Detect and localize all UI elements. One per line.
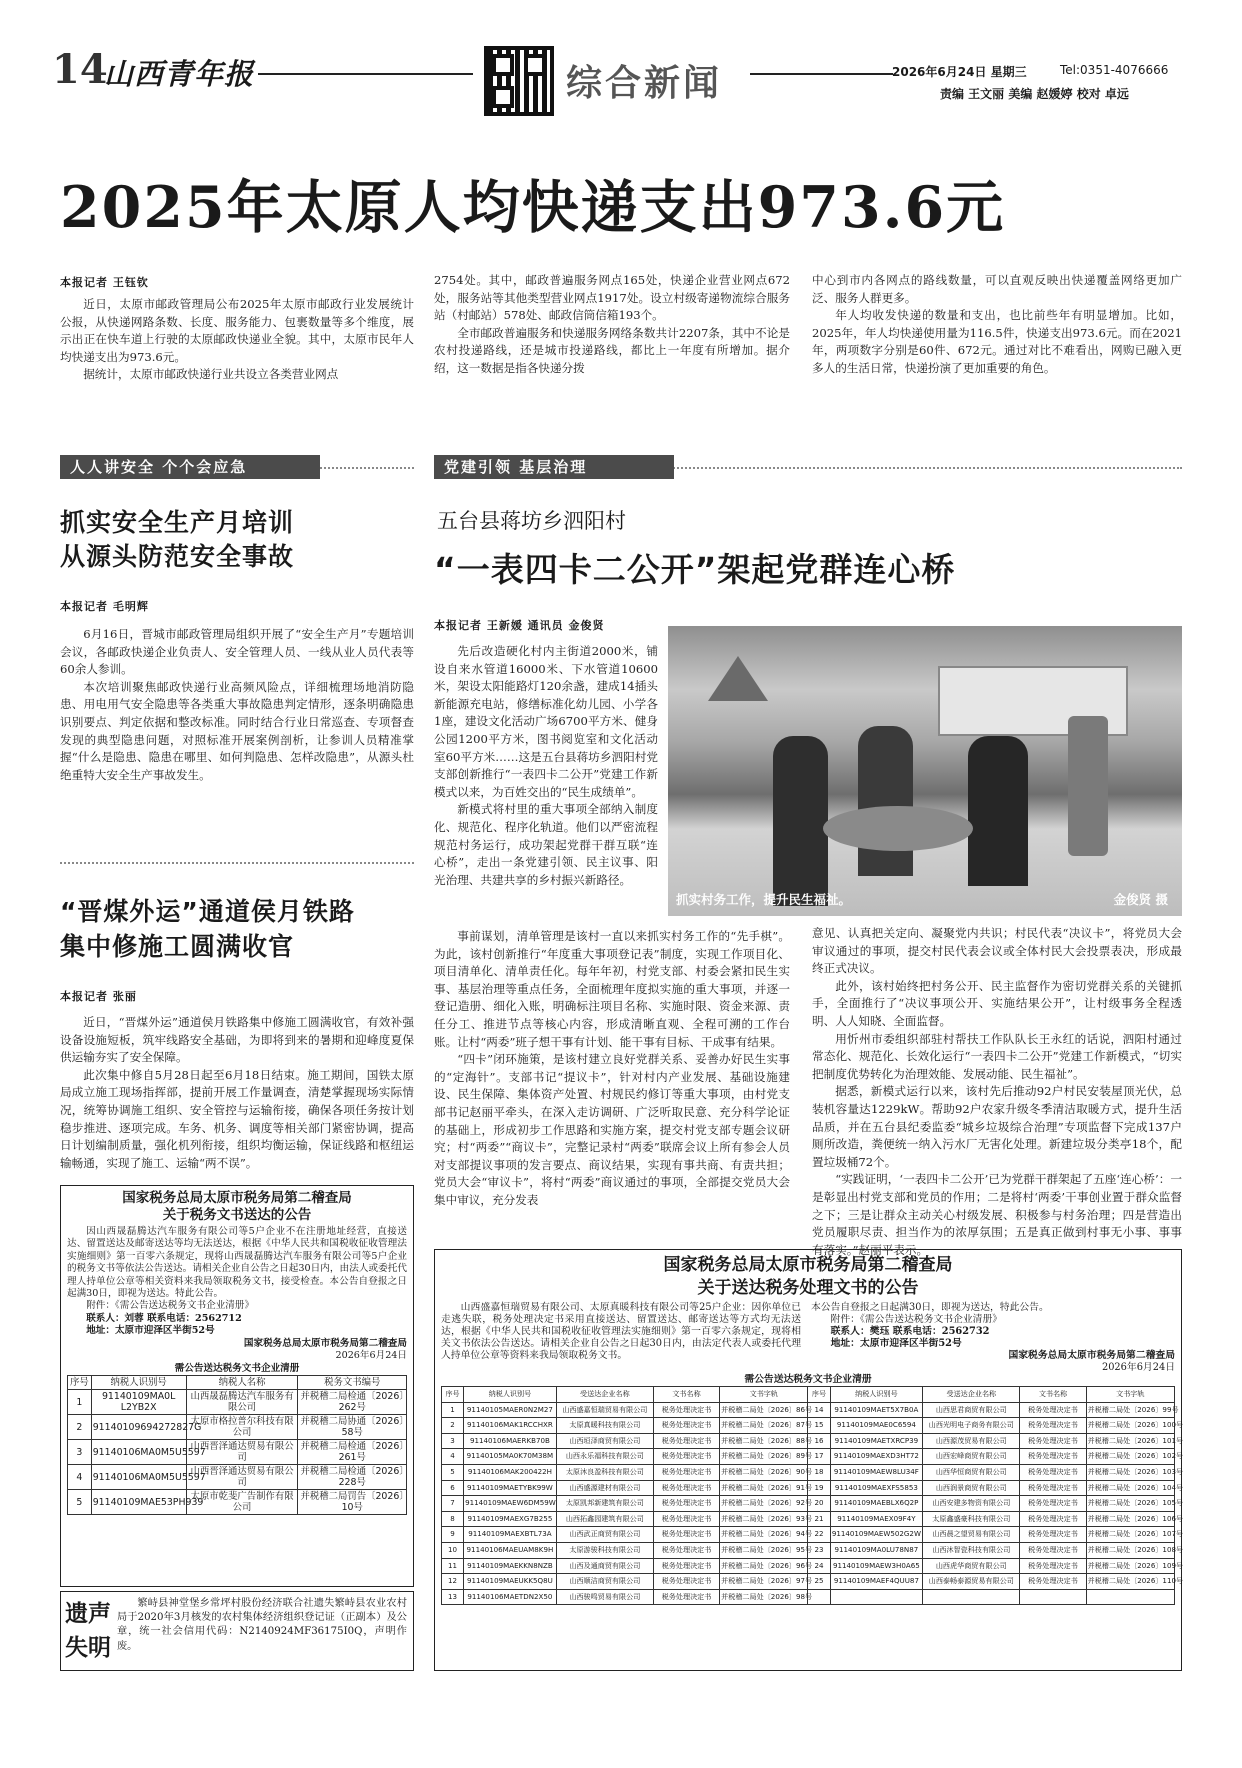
table-cell: 并税稽二局处〔2026〕95号 bbox=[720, 1542, 808, 1558]
table-cell: 3 bbox=[68, 1440, 92, 1465]
table-row bbox=[68, 1440, 407, 1465]
table-cell: 并税稽二局检通〔2026〕228号 bbox=[298, 1465, 407, 1490]
photo-caption: 抓实村务工作，提升民生福祉。 bbox=[676, 892, 852, 907]
table-cell: 91140109694272827G bbox=[91, 1415, 186, 1440]
table-header-cell: 序号 bbox=[808, 1387, 830, 1403]
table-cell: 91140109MAEKKN8NZB bbox=[464, 1558, 557, 1574]
notice-contact: 联系人：刘蓉 联系电话：2562712 bbox=[86, 1312, 242, 1324]
table-cell: 税务处理决定书 bbox=[1020, 1449, 1086, 1465]
table-cell: 山西永乐福科技有限公司 bbox=[556, 1449, 653, 1465]
notice-address: 地址：太原市迎泽区半街52号 bbox=[830, 1338, 962, 1349]
person-shape bbox=[773, 736, 828, 906]
table-cell: 91140105MAER0N2M27 bbox=[464, 1402, 557, 1418]
table-cell: 4 bbox=[68, 1465, 92, 1490]
table-row bbox=[442, 1402, 1175, 1418]
paragraph: 年人均收发快递的数量和支出，也比前些年有明显增加。比如，2025年，年人均快递使用量为116.5件，快递支出973.6元。而在2021年，两项数字分别是60件、672元。通过对比不难看出，网购已融入更多人的生活日常，快递扮演了更加重要的角色。 bbox=[812, 308, 1182, 375]
table-cell: 税务处理决定书 bbox=[653, 1433, 719, 1449]
table-cell: 91140109MAEXG7B255 bbox=[464, 1511, 557, 1527]
masthead-rule-right bbox=[750, 73, 893, 75]
table-cell: 并税稽二局处〔2026〕98号 bbox=[720, 1589, 808, 1605]
table-header-cell: 文书名称 bbox=[653, 1387, 719, 1403]
paragraph: 据统计，太原市邮政快递行业共设立各类营业网点 bbox=[83, 367, 339, 382]
lead-column-1 bbox=[60, 296, 414, 384]
table-cell: 太原市格拉普尔科技有限公司 bbox=[186, 1415, 298, 1440]
lost-notice bbox=[60, 1591, 414, 1671]
notice-table bbox=[67, 1375, 407, 1515]
table-row bbox=[442, 1480, 1175, 1496]
feature-column-1 bbox=[434, 928, 790, 1240]
table-cell: 山西顺洁商贸有限公司 bbox=[556, 1574, 653, 1590]
table-header-cell: 序号 bbox=[442, 1387, 464, 1403]
table-cell: 11 bbox=[442, 1558, 464, 1574]
section-title: 综合新闻 bbox=[566, 62, 723, 104]
table-header-cell: 纳税人识别号 bbox=[830, 1387, 923, 1403]
table-cell: 2 bbox=[68, 1415, 92, 1440]
table-cell: 税务处理决定书 bbox=[1020, 1574, 1086, 1590]
table-cell: 4 bbox=[442, 1449, 464, 1465]
page-number: 14 bbox=[52, 46, 108, 93]
table-row bbox=[442, 1464, 1175, 1480]
table-cell: 91140109MAE53PH939 bbox=[91, 1490, 186, 1515]
table-cell: 23 bbox=[808, 1542, 830, 1558]
table-cell: 山西虎华商贸有限公司 bbox=[923, 1558, 1020, 1574]
table-cell: 山西光明电子商务有限公司 bbox=[923, 1418, 1020, 1434]
table-cell: 91140109MAEW502G2W bbox=[830, 1527, 923, 1543]
notice-effective: 本公告自登报之日起满30日，即视为送达，特此公告。 bbox=[811, 1302, 1049, 1313]
table-row bbox=[442, 1574, 1175, 1590]
issue-date: 2026年6月24日 星期三 bbox=[892, 65, 1027, 79]
table-cell: 税务处理决定书 bbox=[1020, 1402, 1086, 1418]
table-cell: 91140109MAEW6DM59W bbox=[464, 1496, 557, 1512]
table-cell: 并税稽二局处〔2026〕96号 bbox=[720, 1558, 808, 1574]
table-cell: 18 bbox=[808, 1464, 830, 1480]
table-cell: 并税稽二局检通〔2026〕262号 bbox=[298, 1390, 407, 1415]
table-cell: 5 bbox=[442, 1464, 464, 1480]
table-cell: 税务处理决定书 bbox=[653, 1418, 719, 1434]
paragraph: 全市邮政普遍服务和快递服务网络条数共计2207条，其中不论是农村投递路线，还是城市投递路线，都比上一年度有所增加。据介绍，这一数据是指各快递分拨 bbox=[434, 325, 790, 375]
paragraph: 近日，太原市邮政管理局公布2025年太原市邮政行业发展统计公报，从快递网路条数、长度、服务能力、包裹数量等多个维度，展示出正在快车道上行驶的太原邮政快递业全貌。其中，太原市民年人均快递支出为973.6元。 bbox=[60, 297, 414, 364]
table-cell: 并税稽二局处〔2026〕99号 bbox=[1086, 1402, 1174, 1418]
table-header-cell: 文书名称 bbox=[1020, 1387, 1086, 1403]
table-row bbox=[442, 1511, 1175, 1527]
table-title: 需公告送达税务文书企业清册 bbox=[174, 1363, 300, 1375]
table-cell: 91140106MAETDN2X50 bbox=[464, 1589, 557, 1605]
table-cell: 税务处理决定书 bbox=[653, 1449, 719, 1465]
table-row bbox=[442, 1558, 1175, 1574]
paragraph: 此外，该村始终把村务公开、民主监督作为密切党群关系的关键抓手，全面推行了“决议事项公开、实施结果公开”，让村级事务全程透明、人人知晓、全面监督。 bbox=[812, 978, 1182, 1028]
table-row bbox=[442, 1418, 1175, 1434]
lost-notice-label: 遗声失明 bbox=[65, 1601, 111, 1661]
feature-text-beside-photo bbox=[434, 643, 658, 923]
table-cell: 并税稽二局协通〔2026〕58号 bbox=[298, 1415, 407, 1440]
person-shape bbox=[968, 736, 1028, 886]
table-cell: 91140106MAK200422H bbox=[464, 1464, 557, 1480]
table-cell: 13 bbox=[442, 1589, 464, 1605]
table-header-cell: 受送达企业名称 bbox=[923, 1387, 1020, 1403]
table-cell: 并税稽二局处〔2026〕87号 bbox=[720, 1418, 808, 1434]
table-row bbox=[442, 1496, 1175, 1512]
paragraph: 据悉，新模式运行以来，该村先后推动92户村民安装屋顶光伏，总装机容量达1229kW。帮助92户农家升级冬季清洁取暖方式，提升生活品质，并在五台县纪委监委“城乡垃圾综合治理”专项监督下完成137户厕所改造，粪便统一纳入污水厂无害化处理。新建垃圾分类亭18个，配置垃圾桶72个。 bbox=[812, 1084, 1182, 1169]
table-cell: 91140109MAET5X7B0A bbox=[830, 1402, 923, 1418]
tax-notice-small bbox=[60, 1185, 414, 1587]
table-cell: 山西拓鑫园建筑有限公司 bbox=[556, 1511, 653, 1527]
paragraph: 意见、认真把关定向、凝聚党内共识；村民代表“决议卡”，将党员大会审议通过的事项，提交村民代表会议或全体村民大会投票表决，形成最终正式决议。 bbox=[812, 926, 1182, 976]
table-cell: 91140109MAEBLX6Q2P bbox=[830, 1496, 923, 1512]
table-cell: 91140109MAE0C6594 bbox=[830, 1418, 923, 1434]
table-cell: 税务处理决定书 bbox=[1020, 1496, 1086, 1512]
table-cell: 91140109MAEXFS5853 bbox=[830, 1480, 923, 1496]
feature-photo bbox=[668, 626, 1182, 916]
table-cell: 税务处理决定书 bbox=[653, 1527, 719, 1543]
editor-credits: 责编 王文丽 美编 赵媛婷 校对 卓远 bbox=[940, 87, 1129, 101]
notice-body bbox=[441, 1302, 801, 1374]
section-tag-party: 党建引领 基层治理 bbox=[434, 455, 674, 479]
table-cell: 太原鑫盛豪科技有限公司 bbox=[923, 1511, 1020, 1527]
table-cell: 并税稽二局处〔2026〕91号 bbox=[720, 1480, 808, 1496]
article-body bbox=[60, 626, 414, 784]
paragraph: 此次集中修自5月28日起至6月18日结束。施工期间，国铁太原局成立施工现场指挥部，提前开展工作量调查，清楚掌握现场实际情况，统筹协调施工组织、安全管控与运输衔接，确保各项任务按计划稳步推进、逐项完成。车务、机务、调度等相关部门紧密协调，提高日计划编制质量，强化机列衔接，组织均衡运输，保证线路和枢纽运输畅通，实现了施工、运输“两不误”。 bbox=[60, 1067, 414, 1170]
table-cell: 税务处理决定书 bbox=[1020, 1558, 1086, 1574]
table-cell: 10 bbox=[442, 1542, 464, 1558]
table-cell: 太原游骏科技有限公司 bbox=[556, 1542, 653, 1558]
table-cell: 山西及通商贸有限公司 bbox=[556, 1558, 653, 1574]
table-cell: 山西晨之望贸易有限公司 bbox=[923, 1527, 1020, 1543]
table-cell: 税务处理决定书 bbox=[1020, 1542, 1086, 1558]
table-cell bbox=[830, 1589, 923, 1605]
table-cell: 91140109MAEUKK5Q8U bbox=[464, 1574, 557, 1590]
notice-footer bbox=[811, 1302, 1175, 1374]
table-cell: 并税稽二局处〔2026〕93号 bbox=[720, 1511, 808, 1527]
table-cell: 91140109MAEXBTL73A bbox=[464, 1527, 557, 1543]
table-cell: 20 bbox=[808, 1496, 830, 1512]
table-cell: 山西润景商贸有限公司 bbox=[923, 1480, 1020, 1496]
table-header-cell: 文书字轨 bbox=[720, 1387, 808, 1403]
paragraph: 先后改造硬化村内主街道2000米，铺设自来水管道16000米、下水管道10600米，架设太阳能路灯120余盏，建成14插头新能源充电站，修缮标准化幼儿园、小学各1座，建设文化活动广场6700平方米、健身公园1200平方米，图书阅览室和文化活动室60平方米……这是五台县蒋坊乡泗阳村党支部创新推行“一表四卡二公开”党建工作新模式以来，为百姓交出的“民生成绩单”。 bbox=[434, 644, 658, 799]
section-tag-safety: 人人讲安全 个个会应急 bbox=[60, 455, 320, 479]
table-cell: 91140109MA0LU78N87 bbox=[830, 1542, 923, 1558]
table-cell: 税务处理决定书 bbox=[653, 1574, 719, 1590]
notice-subtitle: 关于送达税务处理文书的公告 bbox=[697, 1278, 919, 1298]
table-cell: 1 bbox=[442, 1402, 464, 1418]
table-cell: 12 bbox=[442, 1574, 464, 1590]
table-cell: 91140106MAK1RCCHXR bbox=[464, 1418, 557, 1434]
table-cell: 1 bbox=[68, 1390, 92, 1415]
feature-headline: “一表四卡二公开”架起党群连心桥 bbox=[434, 550, 956, 589]
table-header-cell: 纳税人名称 bbox=[186, 1376, 298, 1390]
person-shape bbox=[858, 726, 913, 876]
table-cell: 并税稽二局处〔2026〕101号 bbox=[1086, 1433, 1174, 1449]
table-cell: 并税稽二局处〔2026〕103号 bbox=[1086, 1464, 1174, 1480]
table-cell: 税务处理决定书 bbox=[1020, 1480, 1086, 1496]
notice-attachment: 附件：《需公告送达税务文书企业清册》 bbox=[830, 1314, 1003, 1325]
table-cell: 山西晋泽通达贸易有限公司 bbox=[186, 1465, 298, 1490]
table-cell: 91140106MA0M5U5597 bbox=[91, 1465, 186, 1490]
notice-date: 2026年6月24日 bbox=[1101, 1362, 1175, 1373]
table-title: 需公告送达税务文书企业清册 bbox=[744, 1374, 872, 1385]
table-header-cell: 税务文书编号 bbox=[298, 1376, 407, 1390]
table-cell: 19 bbox=[808, 1480, 830, 1496]
table-cell: 山西思君商贸有限公司 bbox=[923, 1402, 1020, 1418]
table-cell: 并税稽二局处〔2026〕109号 bbox=[1086, 1558, 1174, 1574]
table-cell: 17 bbox=[808, 1449, 830, 1465]
table-row bbox=[442, 1449, 1175, 1465]
table-cell: 14 bbox=[808, 1402, 830, 1418]
table-cell: 税务处理决定书 bbox=[653, 1496, 719, 1512]
table-cell: 山西盛源建材有限公司 bbox=[556, 1480, 653, 1496]
newspaper-logo: 山西青年报 bbox=[104, 57, 255, 91]
table-row bbox=[442, 1433, 1175, 1449]
notice-table bbox=[441, 1386, 1184, 1605]
table-row bbox=[68, 1415, 407, 1440]
table-cell: 并税稽二局处〔2026〕106号 bbox=[1086, 1511, 1174, 1527]
table-cell: 税务处理决定书 bbox=[1020, 1433, 1086, 1449]
table-cell: 税务处理决定书 bbox=[653, 1464, 719, 1480]
table-cell: 税务处理决定书 bbox=[653, 1511, 719, 1527]
table-cell: 并税稽二局处〔2026〕107号 bbox=[1086, 1527, 1174, 1543]
table-cell: 7 bbox=[442, 1496, 464, 1512]
table-cell: 山西盛嘉恒瑞贸易有限公司 bbox=[556, 1402, 653, 1418]
table-cell: 并税稽二局检通〔2026〕261号 bbox=[298, 1440, 407, 1465]
table-cell bbox=[923, 1589, 1020, 1605]
table-cell: 税务处理决定书 bbox=[653, 1402, 719, 1418]
table-cell: 91140109MAEF4QUU87 bbox=[830, 1574, 923, 1590]
table-cell: 24 bbox=[808, 1558, 830, 1574]
table-cell: 并税稽二局处〔2026〕92号 bbox=[720, 1496, 808, 1512]
table-cell bbox=[1020, 1589, 1086, 1605]
table-cell: 并税稽二局处〔2026〕86号 bbox=[720, 1402, 808, 1418]
table-cell: 山西宏峰商贸有限公司 bbox=[923, 1449, 1020, 1465]
table-cell: 9 bbox=[442, 1527, 464, 1543]
table-cell: 91140109MAETYBK99W bbox=[464, 1480, 557, 1496]
divider bbox=[60, 862, 414, 864]
table-row bbox=[68, 1490, 407, 1515]
table-cell: 6 bbox=[442, 1480, 464, 1496]
table-cell: 并税稽二局处〔2026〕94号 bbox=[720, 1527, 808, 1543]
table-cell: 山西源茂贸易有限公司 bbox=[923, 1433, 1020, 1449]
article-headline: 从源头防范安全事故 bbox=[60, 542, 295, 571]
table-cell: 并税稽二局处〔2026〕108号 bbox=[1086, 1542, 1174, 1558]
notice-title: 国家税务总局太原市税务局第二稽查局 bbox=[122, 1190, 352, 1206]
table-row bbox=[68, 1390, 407, 1415]
table-cell: 税务处理决定书 bbox=[1020, 1527, 1086, 1543]
table-row bbox=[442, 1589, 1175, 1605]
table-cell: 税务处理决定书 bbox=[1020, 1464, 1086, 1480]
lead-column-3 bbox=[812, 272, 1182, 378]
lost-notice-text bbox=[117, 1597, 407, 1654]
phone-number: Tel:0351-4076666 bbox=[1060, 63, 1169, 77]
table-cell: 91140106MAEUAM8K9H bbox=[464, 1542, 557, 1558]
table-header-cell: 文书字轨 bbox=[1086, 1387, 1174, 1403]
paragraph: 事前谋划，清单管理是该村一直以来抓实村务工作的“先手棋”。为此，该村创新推行“年度重大事项登记表”制度，实现工作项目化、项目清单化、清单责任化。每年年初，村党支部、村委会紧扣民生实事、基层治理等重点任务，全面梳理年度拟实施的重大事项，并逐一登记造册、细化入账，明确标注项目名称、实施时限、资金来源、责任分工、推进节点等核心内容，形成清晰直观、全程可溯的工作台账。让村“两委”班子想干事有计划、能干事有目标、干成事有结果。 bbox=[434, 929, 790, 1049]
table-cell: 91140109MAEXD3HT72 bbox=[830, 1449, 923, 1465]
paragraph: 山西盛嘉恒瑞贸易有限公司、太原真暖科技有限公司等25户企业：因你单位已走逃失联，税务处理决定书采用直接送达、留置送达、邮寄送达等方式均无法送达，根据《中华人民共和国税收征收管理法实施细则》第一百零六条规定，现将相关文书依法公告送达。请相关企业自公告之日起30日内，由法定代表人或委托代理人持单位公章等资料来我局领取税务文书。 bbox=[441, 1302, 801, 1361]
table-row bbox=[442, 1542, 1175, 1558]
tax-notice-large bbox=[434, 1249, 1182, 1671]
table-row bbox=[442, 1527, 1175, 1543]
table-cell: 税务处理决定书 bbox=[1020, 1511, 1086, 1527]
table-cell: 税务处理决定书 bbox=[1020, 1418, 1086, 1434]
paragraph: 本次培训聚焦邮政快递行业高频风险点，详细梳理场地消防隐患、用电用气安全隐患等各类重大事故隐患判定情形，逐条明确隐患识别要点、判定依据和整改标准。同时结合行业日常巡查、专项督查发现的典型隐患问题，对照标准开展案例剖析，让参训人员精准掌握“什么是隐患、隐患在哪里、如何判隐患、怎样改隐患”，从源头杜绝重特大安全生产事故发生。 bbox=[60, 679, 414, 782]
table-cell: 15 bbox=[808, 1418, 830, 1434]
table-cell: 太原市乾斐广告制作有限公司 bbox=[186, 1490, 298, 1515]
notice-signature: 国家税务总局太原市税务局第二稽查局 bbox=[1008, 1350, 1175, 1361]
notice-body bbox=[67, 1226, 407, 1300]
table-cell: 税务处理决定书 bbox=[653, 1558, 719, 1574]
table-cell: 太原凯邦新建筑有限公司 bbox=[556, 1496, 653, 1512]
paragraph: 因山西晟磊腾达汽车服务有限公司等5户企业不在注册地址经营，直接送达、留置送达及邮寄送达等均无法送达，根据《中华人民共和国税收征收管理法实施细则》第一百零六条规定，现将山西晟磊腾达汽车服务有限公司等5户企业的税务文书等依法公告送达。请相关企业自公告之日起30日内，由法人或委托代理人持单位公章等相关资料来我局领取税务文书，接受检查。本公告自登报之日起满30日，即视为送达。特此公告。 bbox=[67, 1226, 407, 1300]
table-cell: 山西安建多物资有限公司 bbox=[923, 1496, 1020, 1512]
table-cell: 91140106MAERKB70B bbox=[464, 1433, 557, 1449]
paragraph: 用忻州市委组织部驻村帮扶工作队队长王永红的话说，泗阳村通过常态化、规范化、长效化运行“一表四卡二公开”党建工作新模式，“切实把制度优势转化为治理效能、发展动能、民生福祉”。 bbox=[812, 1031, 1182, 1081]
table-header-cell: 受送达企业名称 bbox=[556, 1387, 653, 1403]
paragraph: “四卡”闭环施策，是该村建立良好党群关系、妥善办好民生实事的“定海针”。支部书记“提议卡”，针对村内产业发展、基础设施建设、民生保障、集体资产处置、村规民约修订等重大事项，由村党支部书记赵丽平牵头，在深入走访调研、广泛听取民意、充分科学论证的基础上，形成初步工作思路和实施方案，提交村党支部专题会议研究；村“两委”“商议卡”，完整记录村“两委”联席会议上所有参会人员对支部提议事项的发言要点、商议结果，实现有事共商、有责共担；党员大会“审议卡”，将村“两委”商议通过的事项，全部提交党员大会集中审议，充分发表 bbox=[434, 1052, 790, 1207]
paragraph: “实践证明，‘一表四卡二公开’已为党群干群架起了五座‘连心桥’：一是彰显出村党支部和党员的作用；二是将村‘两委’干事创业置于群众监督之下；三是让群众主动关心村级发展、积极参与村务治理；四是营造出党员履职尽责、担当作为的浓厚氛围；五是真正做到村事无小事、事事有落实。”赵丽平表示。 bbox=[812, 1172, 1182, 1257]
notice-signature: 国家税务总局太原市税务局第二稽查局 bbox=[243, 1337, 407, 1349]
table-cell: 太原沐良盈科技有限公司 bbox=[556, 1464, 653, 1480]
table-cell: 并税稽二局处〔2026〕88号 bbox=[720, 1433, 808, 1449]
table-row bbox=[68, 1465, 407, 1490]
table-cell: 税务处理决定书 bbox=[653, 1542, 719, 1558]
lead-headline: 2025年太原人均快递支出973.6元 bbox=[60, 174, 1006, 241]
table-cell: 山西骏鸣贸易有限公司 bbox=[556, 1589, 653, 1605]
table-cell: 太原真暖科技有限公司 bbox=[556, 1418, 653, 1434]
paragraph: 2754处。其中，邮政普遍服务网点165处，快递企业营业网点672处，服务站等其他类型营业网点1917处。设立村级寄递物流综合服务站（村邮站）578处、邮政信筒信箱193个。 bbox=[434, 273, 790, 323]
qr-code-icon bbox=[484, 46, 554, 116]
feature-byline: 本报记者 王新媛 通讯员 金俊贤 bbox=[434, 619, 605, 632]
table-header-cell: 纳税人识别号 bbox=[464, 1387, 557, 1403]
table-cell: 并税稽二局处〔2026〕97号 bbox=[720, 1574, 808, 1590]
photo-credit: 金俊贤 摄 bbox=[1113, 892, 1168, 907]
table-cell bbox=[1086, 1589, 1174, 1605]
article-byline: 本报记者 毛明辉 bbox=[60, 600, 149, 613]
table-header-cell: 序号 bbox=[68, 1376, 92, 1390]
notice-subtitle: 关于税务文书送达的公告 bbox=[162, 1207, 312, 1223]
table-cell: 8 bbox=[442, 1511, 464, 1527]
table-cell: 并税稽二局处〔2026〕110号 bbox=[1086, 1574, 1174, 1590]
table-cell: 山西晋泽通达贸易有限公司 bbox=[186, 1440, 298, 1465]
table-cell: 91140109MAEW8LU34F bbox=[830, 1464, 923, 1480]
table-cell: 5 bbox=[68, 1490, 92, 1515]
table-shape bbox=[823, 806, 973, 851]
article-body bbox=[60, 1014, 414, 1172]
table-cell: 91140105MA0K70M38M bbox=[464, 1449, 557, 1465]
table-header-cell: 纳税人识别号 bbox=[91, 1376, 186, 1390]
table-cell: 91140109MAETXRCP39 bbox=[830, 1433, 923, 1449]
paragraph: 中心到市内各网点的路线数量，可以直观反映出快递覆盖网络更加广泛、服务人群更多。 bbox=[812, 273, 1182, 305]
article-headline: 集中修施工圆满收官 bbox=[60, 932, 295, 961]
lead-byline: 本报记者 王钰钦 bbox=[60, 276, 149, 289]
table-cell: 3 bbox=[442, 1433, 464, 1449]
article-byline: 本报记者 张丽 bbox=[60, 990, 137, 1003]
table-cell: 25 bbox=[808, 1574, 830, 1590]
lead-column-2 bbox=[434, 272, 790, 378]
table-cell: 91140109MAEX09F4Y bbox=[830, 1511, 923, 1527]
table-cell: 山西武正商贸有限公司 bbox=[556, 1527, 653, 1543]
article-headline: “晋煤外运”通道侯月铁路 bbox=[60, 897, 355, 926]
notice-date: 2026年6月24日 bbox=[335, 1350, 407, 1362]
table-cell: 2 bbox=[442, 1418, 464, 1434]
table-cell: 并税稽二局处〔2026〕104号 bbox=[1086, 1480, 1174, 1496]
feature-column-2 bbox=[812, 925, 1182, 1257]
table-cell: 并税稽二局处〔2026〕90号 bbox=[720, 1464, 808, 1480]
table-cell: 山西晟磊腾达汽车服务有限公司 bbox=[186, 1390, 298, 1415]
table-cell: 并税稽二局处〔2026〕100号 bbox=[1086, 1418, 1174, 1434]
table-cell: 并税稽二局处〔2026〕102号 bbox=[1086, 1449, 1174, 1465]
table-cell: 税务处理决定书 bbox=[653, 1589, 719, 1605]
equipment-shape bbox=[1068, 716, 1108, 856]
paragraph: 新模式将村里的重大事项全部纳入制度化、规范化、程序化轨道。他们以严密流程规范村务运行，成功架起党群干群互联“连心桥”，走出一条党建引领、民主议事、阳光治理、共建共享的乡村振兴新路径。 bbox=[434, 802, 658, 887]
notice-contact: 联系人：樊珏 联系电话：2562732 bbox=[830, 1326, 990, 1337]
table-cell: 91140109MAEW3H0A65 bbox=[830, 1558, 923, 1574]
table-cell: 并税稽二局罚告〔2026〕10号 bbox=[298, 1490, 407, 1515]
notice-attachment: 附件：《需公告送达税务文书企业清册》 bbox=[86, 1300, 255, 1312]
table-cell: 91140106MA0M5U5597 bbox=[91, 1440, 186, 1465]
article-headline: 抓实安全生产月培训 bbox=[60, 508, 295, 537]
feature-kicker: 五台县蒋坊乡泗阳村 bbox=[437, 509, 626, 533]
masthead-rule-left bbox=[258, 73, 473, 75]
table-cell: 并税稽二局处〔2026〕105号 bbox=[1086, 1496, 1174, 1512]
table-cell: 并税稽二局处〔2026〕89号 bbox=[720, 1449, 808, 1465]
table-cell: 21 bbox=[808, 1511, 830, 1527]
paragraph: 繁峙县神堂堡乡常坪村股份经济联合社遗失繁峙县农业农村局于2020年3月核发的农村集体经济组织登记证（正副本）及公章，统一社会信用代码：N2140924MF36175I0Q，声明作废。 bbox=[117, 1598, 407, 1652]
table-cell: 山西华恒商贸有限公司 bbox=[923, 1464, 1020, 1480]
table-cell: 16 bbox=[808, 1433, 830, 1449]
table-cell: 山西泰畅泰源贸易有限公司 bbox=[923, 1574, 1020, 1590]
table-cell: 山西沐智瓷科技有限公司 bbox=[923, 1542, 1020, 1558]
table-cell: 山西垣泽商贸有限公司 bbox=[556, 1433, 653, 1449]
table-cell: 税务处理决定书 bbox=[653, 1480, 719, 1496]
paragraph: 6月16日，晋城市邮政管理局组织开展了“安全生产月”专题培训会议，各邮政快递企业负责人、安全管理人员、一线从业人员代表等60余人参训。 bbox=[60, 627, 414, 677]
pavilion-shape bbox=[708, 656, 768, 701]
notice-title: 国家税务总局太原市税务局第二稽查局 bbox=[663, 1255, 953, 1275]
table-cell: 22 bbox=[808, 1527, 830, 1543]
notice-address: 地址：太原市迎泽区半街52号 bbox=[86, 1325, 215, 1337]
paragraph: 近日，“晋煤外运”通道侯月铁路集中修施工圆满收官，有效补强设备设施短板，筑牢线路安全基础，为即将到来的暑期和迎峰度夏保供运输夯实了安全保障。 bbox=[60, 1015, 414, 1065]
table-cell: 91140109MA0L L2YB2X bbox=[91, 1390, 186, 1415]
